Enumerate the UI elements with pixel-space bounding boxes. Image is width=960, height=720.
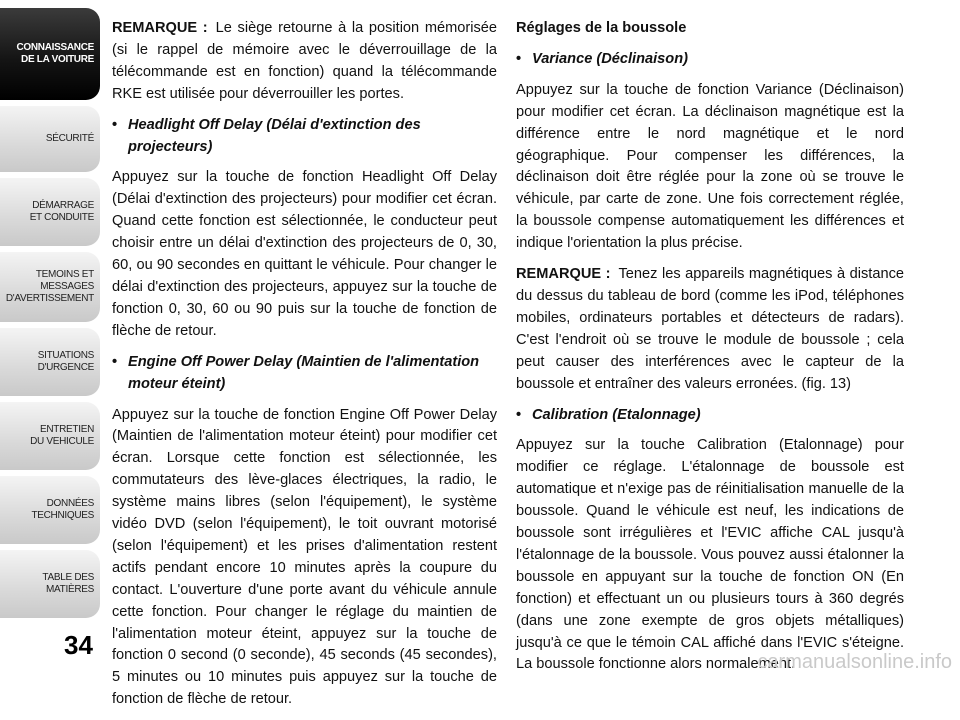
note-text: Tenez les appareils magnétiques à distance du dessus du tableau de bord (comme les iPod, téléphones mobiles, ordinateurs portables et détecteurs de radars). C'est l'endroit où se trouve le module de boussole ; cela peut causer des interférences avec le capteur de la boussole et entraîner des valeurs erronées. (fig. 13) — [516, 266, 904, 392]
bullet-icon: • — [112, 353, 118, 370]
page-number: 34 — [64, 630, 93, 660]
bullet-heading-text: Calibration (Etalonnage) — [532, 406, 701, 423]
bullet-heading — [516, 49, 904, 71]
bullet-heading-text: Engine Off Power Delay (Maintien de l'alimentation moteur éteint) — [128, 353, 480, 392]
tab-temoins-et-messages[interactable]: TEMOINS ET MESSAGES D'AVERTISSEMENT — [0, 252, 100, 322]
section-title: Réglages de la boussole — [516, 20, 687, 36]
body-paragraph: Appuyez sur la touche de fonction Engine Off Power Delay (Maintien de l'alimentation moteur éteint) pour modifier cet écran. Lorsque cette fonction est sélectionnée, les commutateurs des lève-glaces électriques, la radio, le système mains libres (selon l'équipement), le système vidéo DVD (selon l'équipement), le toit ouvrant motorisé (selon l'équipement) et les prises d'alimentation restent actifs pendant encore 10 minutes après la coupure du contact. L'ouverture d'une porte avant du véhicule annule cette fonction. Pour changer le réglage du maintien de l'alimentation moteur éteint, appuyez sur la touche de fonction 0 second (0 seconde), 45 seconds (45 secondes), 5 minutes ou 10 minutes puis appuyez sur la touche de fonction de flèche de retour. — [112, 406, 497, 708]
bullet-heading — [112, 352, 497, 396]
body-paragraph: Appuyez sur la touche de fonction Variance (Déclinaison) pour modifier cet écran. La déclinaison magnétique est la différence entre le nord magnétique et le nord géographique. Pour compenser les différences, la déclinaison doit être réglée pour la zone où se trouve le véhicule, par carte de zone. Une fois correctement réglée, la boussole compense automatiquement les différences et indique l'orientation la plus précise. — [516, 81, 904, 252]
tab-entretien-du-vehicule[interactable]: ENTRETIEN DU VEHICULE — [0, 402, 100, 470]
bullet-heading-text: Headlight Off Delay (Délai d'extinction des projecteurs) — [128, 116, 421, 155]
note-text: Le siège retourne à la position mémorisée (si le rappel de mémoire avec le déverrouillage de la télécommande est en fonction) quand la télécommande RKE est utilisée pour déverrouiller les portes. — [112, 20, 497, 102]
bullet-heading — [516, 405, 904, 427]
bullet-icon: • — [516, 50, 522, 67]
tab-connaissance-de-la-voiture[interactable]: CONNAISSANCE DE LA VOITURE — [0, 8, 100, 100]
body-paragraph: Appuyez sur la touche de fonction Headlight Off Delay (Délai d'extinction des projecteurs) pour modifier cet écran. Quand cette fonction est sélectionnée, le conducteur peut choisir entre un délai d'extinction des projecteurs de 0, 30, 60, ou 90 secondes en quittant le véhicule. Pour changer le délai d'extinction des projecteurs, appuyez sur la touche de fonction 0, 30, 60 ou 90 puis sur la touche de fonction de flèche de retour. — [112, 169, 497, 339]
body-paragraph: Appuyez sur la touche Calibration (Etalonnage) pour modifier ce réglage. L'étalonnage de boussole est automatique et n'exige pas de réinitialisation manuelle de la boussole. Quand le véhicule est neuf, les indications de boussole sont irrégulières et l'EVIC affiche CAL jusqu'à l'étalonnage de la boussole. Vous pouvez aussi étalonner la boussole en appuyant sur la touche de fonction ON (En fonction) et effectuant un ou plusieurs tours à 360 degrés (dans une zone exempte de gros objets métalliques) jusqu'à ce que le témoin CAL affiché dans l'EVIC s'éteigne. La boussole fonctionne alors normalement. — [516, 437, 904, 673]
watermark: carmanualsonline.info — [757, 651, 952, 673]
note-label: REMARQUE : — [112, 20, 208, 36]
note-paragraph — [516, 264, 904, 395]
bullet-heading-text: Variance (Déclinaison) — [532, 50, 688, 67]
tab-securite[interactable]: SÉCURITÉ — [0, 106, 100, 172]
tab-table-des-matieres[interactable]: TABLE DES MATIÈRES — [0, 550, 100, 618]
bullet-icon: • — [112, 116, 118, 133]
tab-demarrage-et-conduite[interactable]: DÉMARRAGE ET CONDUITE — [0, 178, 100, 246]
note-label: REMARQUE : — [516, 266, 611, 283]
right-column — [516, 18, 904, 685]
left-column — [112, 18, 497, 720]
bullet-heading — [112, 115, 497, 159]
tab-donnees-techniques[interactable]: DONNÉES TECHNIQUES — [0, 476, 100, 544]
note-paragraph — [112, 18, 497, 106]
tab-situations-d-urgence[interactable]: SITUATIONS D'URGENCE — [0, 328, 100, 396]
chapter-tab-sidebar — [0, 0, 100, 678]
bullet-icon: • — [516, 406, 522, 423]
